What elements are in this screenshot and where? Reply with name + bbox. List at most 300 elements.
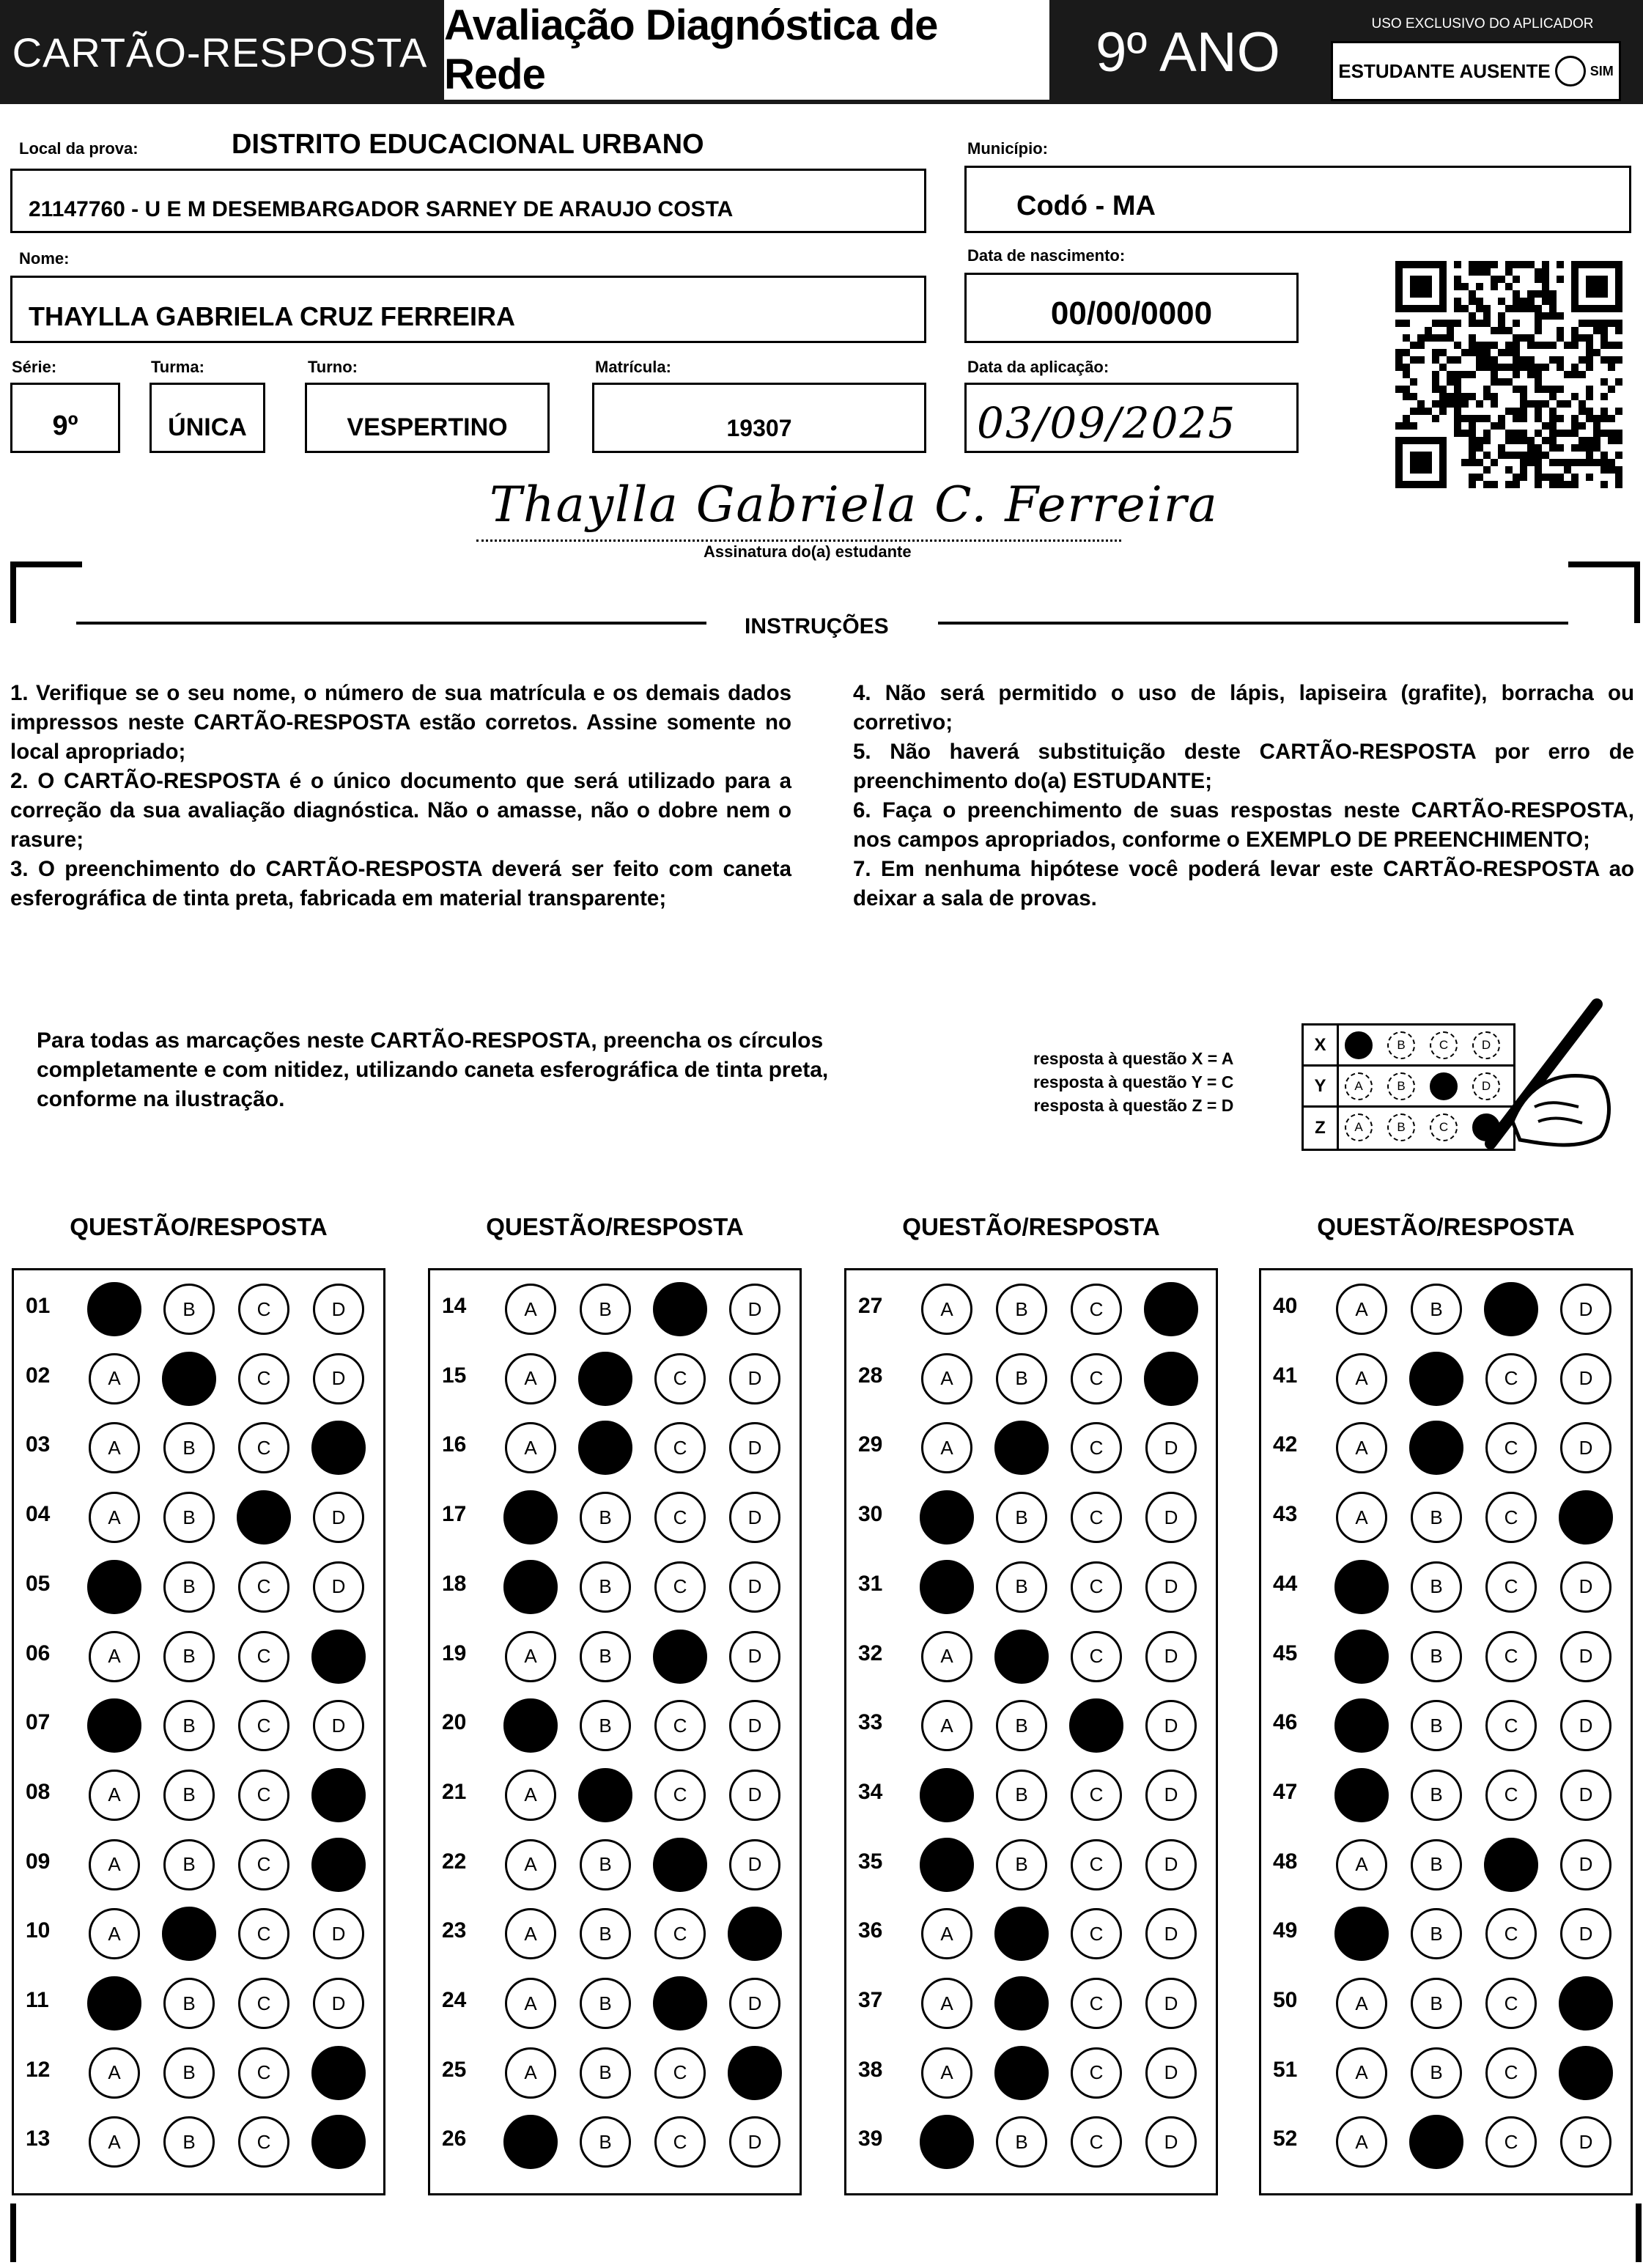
answer-bubble-c[interactable]: C [238,1631,289,1682]
answer-bubble-b[interactable]: B [996,1770,1047,1821]
answer-bubble-a[interactable]: A [921,1284,972,1335]
answer-bubble-b-marked[interactable]: B [1409,1421,1463,1475]
turno-label: Turno: [308,358,358,376]
answer-bubble-b-marked[interactable]: B [1409,1352,1463,1406]
instruction-4: 4. Não será permitido o uso de lápis, lapiseira (grafite), borracha ou corretivo; [853,681,1634,734]
corner-top-right [1568,562,1640,623]
answer-bubble-d[interactable]: D [729,2116,780,2168]
answer-row [1261,1700,1631,1751]
answer-bubble-b[interactable]: B [580,1631,631,1682]
answer-bubble-a[interactable]: A [1336,1492,1387,1543]
answer-bubble-c[interactable]: C [1071,1422,1122,1473]
answer-bubble-b[interactable]: B [996,1700,1047,1751]
answer-bubble-c[interactable]: C [238,1908,289,1959]
answer-bubble-c-marked[interactable]: C [653,1976,707,2030]
answer-row [430,1561,800,1613]
answer-bubble-c[interactable]: C [238,1561,289,1613]
answer-bubble-a[interactable]: A [89,1353,140,1404]
answer-bubble-d[interactable]: D [729,1561,780,1613]
example-row-label: Z [1304,1108,1339,1149]
question-number: 33 [858,1710,883,1735]
answer-row [14,1353,383,1404]
question-number: 43 [1273,1502,1298,1527]
question-number: 35 [858,1849,883,1874]
answer-bubble-b[interactable]: B [996,1561,1047,1613]
answer-bubble-d[interactable]: D [1145,1839,1197,1890]
answer-bubble-a[interactable]: A [505,1284,556,1335]
answer-bubble-a[interactable]: A [89,2116,140,2168]
answer-bubble-a-marked[interactable]: A [920,2115,974,2169]
answer-bubble-d[interactable]: D [1560,1839,1611,1890]
question-number: 40 [1273,1294,1298,1318]
answer-bubble-a-marked[interactable]: A [920,1560,974,1614]
answer-bubble-d[interactable]: D [1560,1422,1611,1473]
answer-bubble-d[interactable]: D [1145,1908,1197,1959]
answer-bubble-c[interactable]: C [654,1353,706,1404]
answer-bubble-d[interactable]: D [729,1353,780,1404]
answer-bubble-d[interactable]: D [1560,1908,1611,1959]
answer-bubble-b[interactable]: B [163,1978,215,2029]
answer-bubble-b-marked[interactable]: B [994,1976,1049,2030]
answer-bubble-d[interactable]: D [313,1700,364,1751]
question-number: 18 [442,1571,467,1596]
answer-bubble-a[interactable]: A [921,1353,972,1404]
answer-bubble-a-marked[interactable]: A [87,1976,141,2030]
answer-bubble-d[interactable]: D [1145,1561,1197,1613]
answer-bubble-a[interactable]: A [505,1631,556,1682]
answer-bubble-d[interactable]: D [1145,1422,1197,1473]
answer-bubble-d[interactable]: D [1145,1492,1197,1543]
answer-row [846,1492,1216,1543]
question-number: 19 [442,1641,467,1665]
question-number: 15 [442,1363,467,1388]
answer-bubble-a-marked[interactable]: A [503,2115,558,2169]
answer-bubble-b-marked[interactable]: B [578,1352,632,1406]
instructions-rule-right [938,622,1568,625]
answer-bubble-c[interactable]: C [1071,2047,1122,2099]
example-bubble-a: A [1345,1072,1373,1100]
matricula-field [592,383,926,453]
answer-bubble-a[interactable]: A [1336,1284,1387,1335]
instructions-left [10,679,791,913]
instructions-title: INSTRUÇÕES [745,614,889,638]
answer-bubble-b[interactable]: B [163,1422,215,1473]
question-number: 28 [858,1363,883,1388]
answer-bubble-c-marked[interactable]: C [237,1490,291,1544]
answer-bubble-b[interactable]: B [163,1839,215,1890]
answer-bubble-b[interactable]: B [163,1631,215,1682]
answer-bubble-d-marked[interactable]: D [311,2046,366,2100]
answer-bubble-b-marked[interactable]: B [162,1352,216,1406]
answer-bubble-b[interactable]: B [996,1839,1047,1890]
answer-bubble-b[interactable]: B [580,2116,631,2168]
answer-row [14,1839,383,1890]
answer-bubble-d-marked[interactable]: D [311,1421,366,1475]
answer-bubble-c[interactable]: C [1071,1631,1122,1682]
answer-bubble-a[interactable]: A [89,1770,140,1821]
answer-bubble-c[interactable]: C [1071,1353,1122,1404]
example-bubble-d: D [1472,1031,1500,1059]
answer-bubble-b[interactable]: B [580,1978,631,2029]
answer-bubble-d-marked[interactable]: D [1144,1352,1198,1406]
answer-bubble-a-marked[interactable]: A [87,1560,141,1614]
answer-bubble-d[interactable]: D [729,1700,780,1751]
answer-bubble-a[interactable]: A [89,1492,140,1543]
answer-bubble-d[interactable]: D [313,1353,364,1404]
answer-bubble-c[interactable]: C [238,1284,289,1335]
question-number: 16 [442,1432,467,1457]
answer-bubble-a-marked[interactable]: A [1334,1560,1389,1614]
answer-row [1261,1770,1631,1821]
answer-bubble-b[interactable]: B [1411,1978,1462,2029]
answer-bubble-d[interactable]: D [729,1631,780,1682]
district-name: DISTRITO EDUCACIONAL URBANO [232,129,704,160]
answer-bubble-c[interactable]: C [654,2116,706,2168]
answer-bubble-d[interactable]: D [1560,1770,1611,1821]
answer-row [430,1492,800,1543]
answer-bubble-a-marked[interactable]: A [503,1560,558,1614]
answer-bubble-c[interactable]: C [1071,1908,1122,1959]
answer-bubble-c[interactable]: C [238,1700,289,1751]
answer-bubble-d[interactable]: D [1145,1978,1197,2029]
answer-bubble-b[interactable]: B [1411,1492,1462,1543]
answer-bubble-b-marked[interactable]: B [162,1907,216,1961]
absent-checkbox[interactable] [1555,56,1586,86]
answer-bubble-b[interactable]: B [580,1839,631,1890]
answer-bubble-d[interactable]: D [1560,1561,1611,1613]
answer-bubble-c[interactable]: C [1485,2047,1537,2099]
question-number: 37 [858,1988,883,2012]
answer-bubble-b[interactable]: B [163,1700,215,1751]
example-bubble-b: B [1387,1113,1415,1141]
answer-bubble-d-marked[interactable]: D [728,2046,782,2100]
question-number: 45 [1273,1641,1298,1665]
question-number: 23 [442,1918,467,1943]
example-bubble-a-marked: A [1345,1031,1373,1059]
answer-bubble-d[interactable]: D [313,1978,364,2029]
answer-bubble-d-marked[interactable]: D [1559,1490,1613,1544]
answer-bubble-a-marked[interactable]: A [1334,1630,1389,1684]
answer-bubble-c-marked[interactable]: C [653,1838,707,1892]
answer-bubble-a[interactable]: A [1336,1353,1387,1404]
question-number: 31 [858,1571,883,1596]
answer-bubble-a[interactable]: A [921,1978,972,2029]
answer-row [430,1353,800,1404]
answer-bubble-a-marked[interactable]: A [1334,1768,1389,1822]
signature: Thaylla Gabriela C. Ferreira [490,476,1219,533]
answer-bubble-c-marked[interactable]: C [653,1282,707,1336]
answer-bubble-a-marked[interactable]: A [920,1838,974,1892]
answer-bubble-c[interactable]: C [1485,1700,1537,1751]
answer-bubble-a[interactable]: A [921,1631,972,1682]
answer-bubble-a-marked[interactable]: A [920,1768,974,1822]
question-number: 11 [26,1988,49,2012]
example-row-label: X [1304,1026,1339,1064]
answer-bubble-a[interactable]: A [505,1978,556,2029]
answer-bubble-c[interactable]: C [654,1561,706,1613]
answer-bubble-c[interactable]: C [1485,1492,1537,1543]
answer-bubble-b[interactable]: B [1411,1908,1462,1959]
answer-bubble-b-marked[interactable]: B [1409,2115,1463,2169]
nascimento-label: Data de nascimento: [967,246,1126,265]
answer-bubble-b[interactable]: B [163,1561,215,1613]
answer-bubble-d[interactable]: D [729,1839,780,1890]
turma-field [149,383,265,453]
answer-row [1261,1631,1631,1682]
answer-bubble-d-marked[interactable]: D [311,2115,366,2169]
answer-bubble-d[interactable]: D [729,1770,780,1821]
answer-bubble-b-marked[interactable]: B [994,1421,1049,1475]
answer-bubble-c[interactable]: C [1071,1492,1122,1543]
answer-bubble-c[interactable]: C [1485,1908,1537,1959]
answer-bubble-c[interactable]: C [238,1353,289,1404]
answer-bubble-b[interactable]: B [163,2047,215,2099]
answer-bubble-c[interactable]: C [654,1422,706,1473]
answer-bubble-a[interactable]: A [505,1422,556,1473]
answer-bubble-a[interactable]: A [1336,1978,1387,2029]
answer-bubble-a[interactable]: A [505,1770,556,1821]
answer-bubble-a[interactable]: A [505,1908,556,1959]
answer-bubble-a[interactable]: A [505,2047,556,2099]
answer-bubble-c-marked[interactable]: C [1484,1838,1538,1892]
answer-bubble-d[interactable]: D [313,1561,364,1613]
answer-bubble-d-marked[interactable]: D [311,1768,366,1822]
answer-row [430,2047,800,2099]
school-field [10,169,926,233]
answer-bubble-a[interactable]: A [89,2047,140,2099]
serie-value: 9º [52,410,78,441]
answer-bubble-c[interactable]: C [654,1492,706,1543]
answer-bubble-b-marked[interactable]: B [578,1768,632,1822]
example-bubble-b: B [1387,1072,1415,1100]
turma-value: ÚNICA [168,413,247,441]
answer-row [14,1631,383,1682]
question-number: 13 [26,2127,51,2151]
answer-bubble-a[interactable]: A [505,1353,556,1404]
question-number: 25 [442,2057,467,2082]
answer-bubble-c[interactable]: C [1485,1561,1537,1613]
answer-bubble-c[interactable]: C [654,1908,706,1959]
answer-bubble-b-marked[interactable]: B [994,2046,1049,2100]
answer-bubble-a[interactable]: A [921,1700,972,1751]
answer-bubble-b-marked[interactable]: B [578,1421,632,1475]
answer-bubble-a-marked[interactable]: A [503,1698,558,1753]
question-number: 52 [1273,2127,1298,2151]
question-number: 24 [442,1988,467,2012]
answer-row [14,1770,383,1821]
answer-bubble-a-marked[interactable]: A [1334,1907,1389,1961]
instruction-7: 7. Em nenhuma hipótese você poderá levar este CARTÃO-RESPOSTA ao deixar a sala de provas. [853,857,1634,910]
answer-bubble-b[interactable]: B [996,1492,1047,1543]
municipio-label: Município: [967,139,1048,158]
example-bubble-a: A [1345,1113,1373,1141]
answer-bubble-d[interactable]: D [313,1908,364,1959]
answer-bubble-c[interactable]: C [1485,2116,1537,2168]
answer-row [430,1631,800,1682]
instruction-6: 6. Faça o preenchimento de suas respostas neste CARTÃO-RESPOSTA, nos campos apropriados, conforme o EXEMPLO DE PREENCHIMENTO; [853,798,1634,852]
answer-row [14,1284,383,1335]
answer-bubble-d[interactable]: D [729,1492,780,1543]
answer-bubble-d[interactable]: D [729,1422,780,1473]
applicator-box [1322,0,1643,104]
answer-bubble-c[interactable]: C [238,1770,289,1821]
answer-bubble-c[interactable]: C [238,2116,289,2168]
answer-bubble-c[interactable]: C [1485,1353,1537,1404]
answer-bubble-b[interactable]: B [1411,1839,1462,1890]
answer-bubble-d[interactable]: D [1560,2116,1611,2168]
answer-bubble-b[interactable]: B [1411,2047,1462,2099]
answer-bubble-c[interactable]: C [238,2047,289,2099]
answer-bubble-c[interactable]: C [238,1422,289,1473]
answer-bubble-c[interactable]: C [1485,1978,1537,2029]
answer-bubble-d-marked[interactable]: D [1559,1976,1613,2030]
answer-bubble-d[interactable]: D [1560,1353,1611,1404]
question-number: 08 [26,1779,51,1804]
answer-bubble-c[interactable]: C [654,1770,706,1821]
question-number: 29 [858,1432,883,1457]
answer-bubble-b[interactable]: B [580,1908,631,1959]
answer-bubble-d[interactable]: D [1560,1631,1611,1682]
pen-hand-icon [1469,997,1615,1158]
answer-bubble-d-marked[interactable]: D [728,1907,782,1961]
answer-bubble-a[interactable]: A [1336,1422,1387,1473]
question-number: 03 [26,1432,51,1457]
answer-bubble-b[interactable]: B [580,2047,631,2099]
question-number: 30 [858,1502,883,1527]
answer-bubble-b[interactable]: B [163,1492,215,1543]
answer-bubble-a-marked[interactable]: A [920,1490,974,1544]
answer-bubble-c[interactable]: C [654,2047,706,2099]
answer-row [14,2047,383,2099]
answer-bubble-c[interactable]: C [238,1978,289,2029]
answer-bubble-a[interactable]: A [1336,1839,1387,1890]
answer-row [1261,1908,1631,1959]
answer-row [846,1561,1216,1613]
question-number: 05 [26,1571,51,1596]
answer-bubble-a[interactable]: A [921,1422,972,1473]
example-captions [1033,1047,1233,1117]
matricula-value: 19307 [726,415,792,441]
answer-bubble-d[interactable]: D [313,1284,364,1335]
answer-column [428,1268,802,2195]
answer-bubble-b[interactable]: B [996,1353,1047,1404]
answer-row [430,1422,800,1473]
answer-bubble-d[interactable]: D [1145,2047,1197,2099]
nascimento-value: 00/00/0000 [1050,295,1213,331]
answer-column [1259,1268,1633,2195]
answer-bubble-d[interactable]: D [1560,1284,1611,1335]
answer-bubble-a-marked[interactable]: A [503,1490,558,1544]
answer-bubble-b[interactable]: B [1411,1700,1462,1751]
answer-row [846,1700,1216,1751]
question-number: 41 [1273,1363,1298,1388]
answer-bubble-d[interactable]: D [313,1492,364,1543]
answer-bubble-c[interactable]: C [1071,1561,1122,1613]
turma-label: Turma: [151,358,204,376]
nome-label: Nome: [19,249,70,268]
answer-bubble-d-marked[interactable]: D [1144,1282,1198,1336]
answer-bubble-a[interactable]: A [89,1839,140,1890]
answer-bubble-d-marked[interactable]: D [311,1838,366,1892]
answer-bubble-c[interactable]: C [654,1700,706,1751]
answer-bubble-a[interactable]: A [1336,2116,1387,2168]
answer-bubble-b[interactable]: B [163,2116,215,2168]
answer-bubble-b[interactable]: B [996,2116,1047,2168]
answer-row [846,1353,1216,1404]
question-number: 09 [26,1849,51,1874]
answer-bubble-d[interactable]: D [1145,1631,1197,1682]
answer-bubble-c[interactable]: C [1485,1631,1537,1682]
answer-bubble-c[interactable]: C [1485,1770,1537,1821]
answer-bubble-b-marked[interactable]: B [994,1630,1049,1684]
answer-bubble-c[interactable]: C [1071,1839,1122,1890]
answer-bubble-c[interactable]: C [1071,1284,1122,1335]
answer-bubble-c[interactable]: C [1071,2116,1122,2168]
answer-bubble-a[interactable]: A [921,1908,972,1959]
answer-bubble-d[interactable]: D [1560,1700,1611,1751]
serie-label: Série: [12,358,57,376]
answer-bubble-b[interactable]: B [580,1561,631,1613]
answer-bubble-c-marked[interactable]: C [1484,1282,1538,1336]
answer-bubble-b-marked[interactable]: B [994,1907,1049,1961]
answer-bubble-d[interactable]: D [1145,1700,1197,1751]
answer-bubble-c-marked[interactable]: C [653,1630,707,1684]
answer-bubble-a[interactable]: A [89,1631,140,1682]
answer-bubble-d[interactable]: D [729,1284,780,1335]
answer-bubble-b[interactable]: B [580,1284,631,1335]
example-caption-z: resposta à questão Z = D [1033,1096,1234,1115]
answer-bubble-d[interactable]: D [729,1978,780,2029]
example-bubble-d: D [1472,1072,1500,1100]
answer-bubble-a-marked[interactable]: A [87,1282,141,1336]
answer-bubble-a[interactable]: A [89,1422,140,1473]
municipio-field [964,166,1631,233]
answer-bubble-a[interactable]: A [89,1908,140,1959]
answer-bubble-b[interactable]: B [580,1492,631,1543]
answer-row [846,1908,1216,1959]
answer-bubble-d-marked[interactable]: D [1559,2046,1613,2100]
answer-bubble-b[interactable]: B [996,1284,1047,1335]
answer-bubble-d-marked[interactable]: D [311,1630,366,1684]
answer-bubble-c[interactable]: C [238,1839,289,1890]
grade-box [1054,0,1322,104]
answer-bubble-b[interactable]: B [580,1700,631,1751]
answer-bubble-b[interactable]: B [163,1770,215,1821]
answer-bubble-c-marked[interactable]: C [1069,1698,1123,1753]
answer-bubble-b[interactable]: B [1411,1770,1462,1821]
question-number: 50 [1273,1988,1298,2012]
answer-bubble-c[interactable]: C [1071,1978,1122,2029]
question-number: 38 [858,2057,883,2082]
answer-row [846,2047,1216,2099]
answer-bubble-a-marked[interactable]: A [1334,1698,1389,1753]
answer-bubble-a[interactable]: A [1336,2047,1387,2099]
answer-bubble-b[interactable]: B [1411,1284,1462,1335]
answer-row [430,1839,800,1890]
turno-value: VESPERTINO [347,413,508,441]
answer-bubble-b[interactable]: B [163,1284,215,1335]
answer-bubble-a[interactable]: A [921,2047,972,2099]
answer-bubble-d[interactable]: D [1145,1770,1197,1821]
answer-bubble-b[interactable]: B [1411,1631,1462,1682]
question-number: 12 [26,2057,51,2082]
answer-bubble-d[interactable]: D [1145,2116,1197,2168]
answer-bubble-c[interactable]: C [1485,1422,1537,1473]
answer-bubble-a-marked[interactable]: A [87,1698,141,1753]
answer-bubble-b[interactable]: B [1411,1561,1462,1613]
answer-bubble-c[interactable]: C [1071,1770,1122,1821]
answer-bubble-a[interactable]: A [505,1839,556,1890]
